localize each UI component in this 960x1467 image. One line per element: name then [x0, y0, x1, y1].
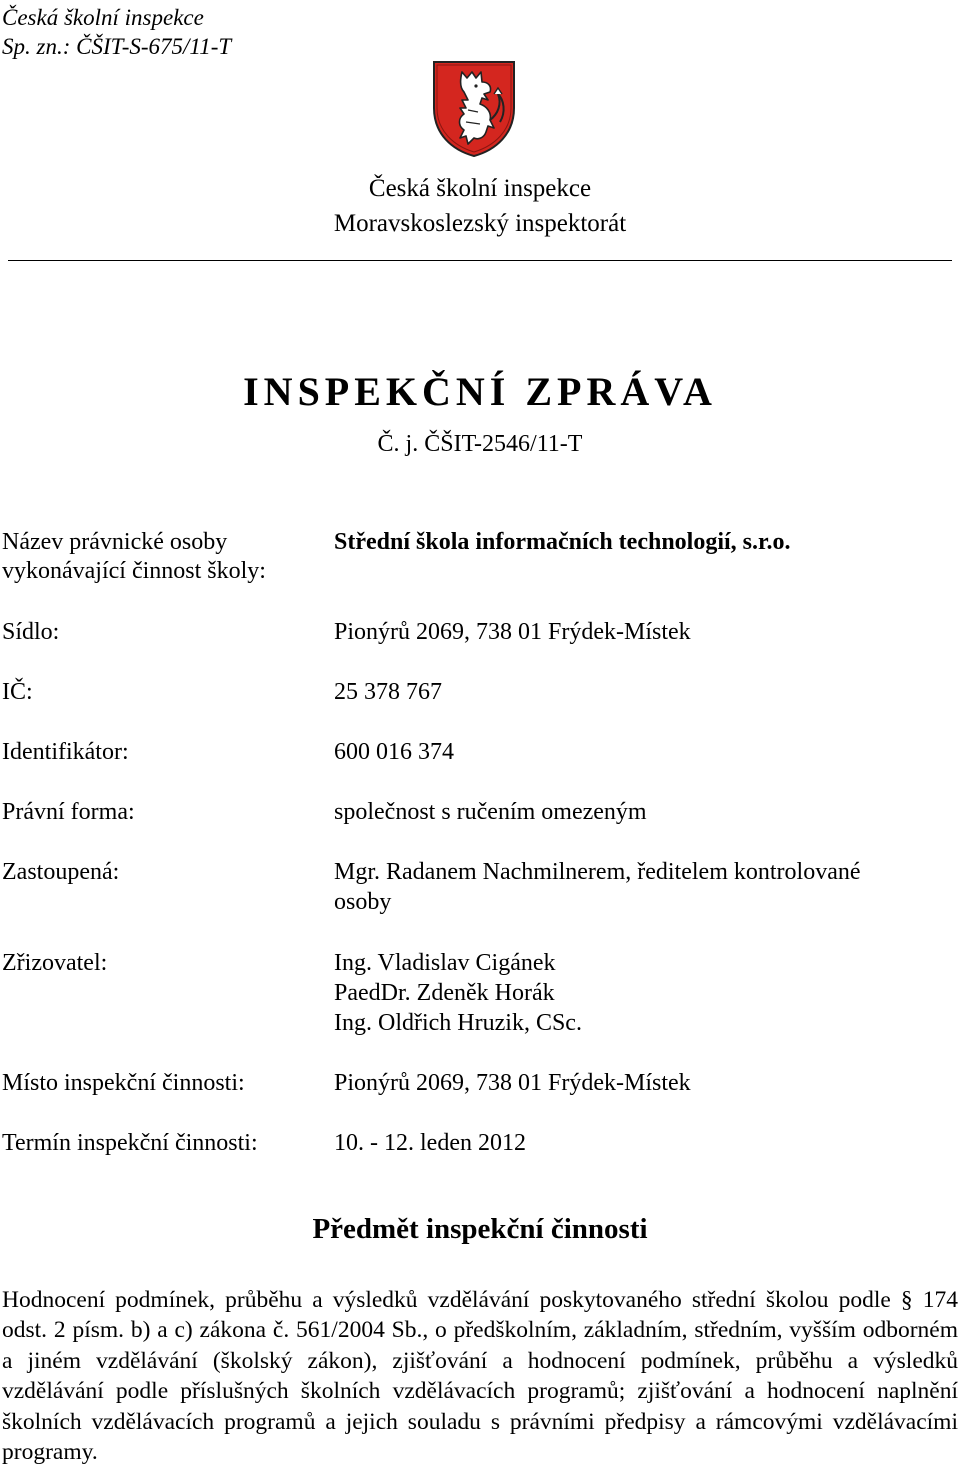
place-label: Místo inspekční činnosti:: [2, 1070, 245, 1096]
term-label: Termín inspekční činnosti:: [2, 1130, 258, 1156]
represented-value-line2: osoby: [334, 889, 392, 915]
founder-label: Zřizovatel:: [2, 950, 108, 976]
czech-coat-of-arms-icon: [432, 60, 516, 158]
founder-1: Ing. Vladislav Cigánek: [334, 950, 556, 976]
place-value: Pionýrů 2069, 738 01 Frýdek-Místek: [334, 1070, 691, 1096]
subject-heading: Předmět inspekční činnosti: [312, 1213, 648, 1245]
represented-value-line1: Mgr. Radanem Nachmilnerem, ředitelem kontrolované: [334, 859, 861, 885]
legal-form-value: společnost s ručením omezeným: [334, 799, 647, 825]
seat-value: Pionýrů 2069, 738 01 Frýdek-Místek: [334, 619, 691, 645]
header-reference: Sp. zn.: ČŠIT-S-675/11-T: [2, 34, 232, 59]
seat-label: Sídlo:: [2, 619, 60, 645]
identifier-value: 600 016 374: [334, 739, 454, 765]
header-org: Česká školní inspekce: [2, 5, 204, 30]
header-divider: [8, 260, 952, 261]
name-label-line2: vykonávající činnost školy:: [2, 558, 266, 584]
subject-text: Hodnocení podmínek, průběhu a výsledků vzdělávání poskytovaného střední školou podle § 174 odst. 2 písm. b) a c) zákona č. 561/2004 Sb., o předškolním, základním, středním, vyšším odborném a jiném vzdělávání (školský zákon), zjišťování a hodnocení podmínek, průběhu a výsledků vzdělávání podle příslušných školních vzdělávacích programů; zjišťování a hodnocení naplnění školních vzdělávacích programů a jejich souladu s právními předpisy a rámcovými vzdělávacími programy.: [2, 1287, 958, 1466]
report-title: INSPEKČNÍ ZPRÁVA: [243, 369, 717, 414]
represented-label: Zastoupená:: [2, 859, 120, 885]
name-label-line1: Název právnické osoby: [2, 529, 228, 555]
legal-form-label: Právní forma:: [2, 799, 135, 825]
ic-label: IČ:: [2, 679, 33, 705]
founder-2: PaedDr. Zdeněk Horák: [334, 980, 555, 1006]
inspectorate-name: Česká školní inspekce: [368, 175, 592, 202]
inspectorate-region: Moravskoslezský inspektorát: [333, 210, 627, 237]
ic-value: 25 378 767: [334, 679, 442, 705]
founder-3: Ing. Oldřich Hruzik, CSc.: [334, 1010, 582, 1036]
report-number: Č. j. ČŠIT-2546/11-T: [377, 431, 583, 457]
school-name-value: Střední škola informačních technologií, s.r.o.: [334, 529, 791, 555]
identifier-label: Identifikátor:: [2, 739, 129, 765]
term-value: 10. - 12. leden 2012: [334, 1130, 526, 1156]
